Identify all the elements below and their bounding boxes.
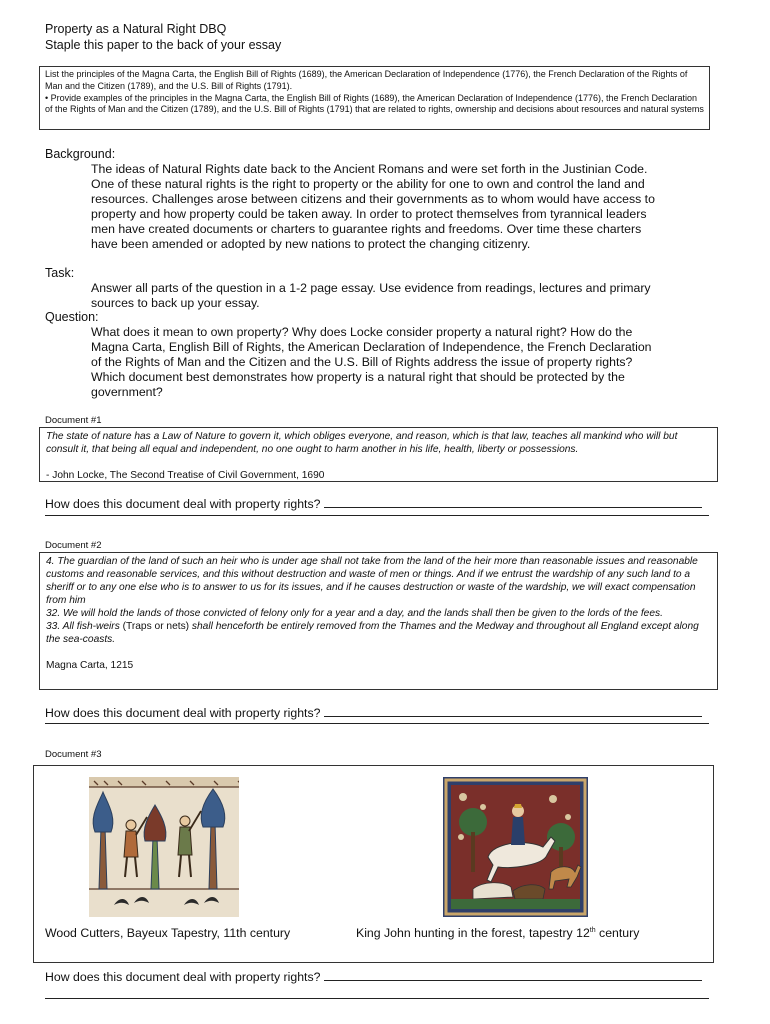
answer-blank-1a[interactable]	[324, 507, 702, 508]
document-3-box	[33, 765, 714, 963]
wood-cutters-caption: Wood Cutters, Bayeux Tapestry, 11th century	[45, 926, 291, 940]
caption-superscript: th	[589, 926, 596, 934]
clause-33-part-c: shall henceforth be entirely removed from the Thames and the Medway and throughout all England except along the sea-coasts.	[46, 621, 699, 645]
document-2-label: Document #2	[45, 540, 102, 551]
question-label: Question:	[45, 310, 99, 324]
page-title: Property as a Natural Right DBQ	[45, 22, 227, 36]
locke-quote: The state of nature has a Law of Nature to govern it, which obliges everyone, and reason, which is that law, teaches all mankind who will but consult it, that being all equal and independent, no one ought to harm another in his life, health, liberty or possessions.	[46, 431, 678, 455]
document-2-box	[39, 552, 718, 690]
document-3-question	[45, 970, 702, 984]
document-1-box	[39, 427, 718, 482]
instructions-line-1: List the principles of the Magna Carta, the English Bill of Rights (1689), the American Declaration of Independence (1776), the French Declaration of the Rights of Man and the Citizen (1789), and the U.S. Bill of Rights (1791).	[45, 69, 688, 91]
question-text: What does it mean to own property? Why does Locke consider property a natural right? How do the Magna Carta, English Bill of Rights, the American Declaration of Independence, the French Declaration of the Rights of Man and the Citizen and the U.S. Bill of Rights address the issue of property rights? Which document best demonstrates how property is a natural right that should be protected by the government?	[91, 325, 652, 399]
document-1-question	[45, 497, 702, 511]
instructions-line-2: • Provide examples of the principles in the Magna Carta, the English Bill of Rights (1689), the American Declaration of Independence (1776), the French Declaration of the Rights of Man and the Citizen (1789), and the U.S. Bill of Rights (1791) that are related to rights, ownership and decisions about resources and natural systems	[45, 92, 704, 115]
bayeux-tapestry-image	[89, 777, 239, 917]
task-label: Task:	[45, 266, 75, 280]
answer-line-3b[interactable]	[45, 998, 709, 999]
background-text: The ideas of Natural Rights date back to the Ancient Romans and were set forth in the Justinian Code. One of these natural rights is the right to property or the ability for one to own and control the land and resources. Challenges arose between citizens and their governments as to whom would have access to property and how property could be taken away. In order to protect themselves from tyrannical leaders men have created documents or charters to guarantee rights and freedoms. Over time these charters have been amended or adopted by new nations to protect the changing citizenry.	[91, 162, 655, 251]
king-john-caption-text: King John hunting in the forest, tapestry 12	[356, 926, 590, 940]
answer-blank-2a[interactable]	[324, 716, 702, 717]
instructions-box	[39, 66, 710, 130]
document-1-label: Document #1	[45, 415, 102, 426]
clause-33-part-a: 33. All fish-weirs	[46, 621, 120, 632]
task-text: Answer all parts of the question in a 1-2 page essay. Use evidence from readings, lectures and primary sources to back up your essay.	[91, 281, 651, 310]
magna-carta-clause-4: 4. The guardian of the land of such an heir who is under age shall not take from the land of the heir more than reasonable issues and reasonable customs and reasonable services, and this without destruction and waste of men or things. And if we entrust the wardship of any such land to a sheriff or to any one else who is to answer to us for its issues, and if he causes destruction or waste of the wardship, we will exact compensation from him	[46, 556, 698, 606]
king-john-tapestry-image	[443, 777, 588, 917]
magna-carta-clause-32: 32. We will hold the lands of those convicted of felony only for a year and a day, and the lands shall then be given to the lords of the fees.	[46, 608, 663, 619]
question-prompt: How does this document deal with property rights?	[45, 970, 321, 984]
answer-line-1b[interactable]	[45, 515, 709, 516]
page-instruction: Staple this paper to the back of your essay	[45, 38, 282, 52]
magna-carta-clause-33	[46, 620, 711, 646]
magna-carta-source: Magna Carta, 1215	[46, 660, 134, 671]
document-2-question	[45, 706, 702, 720]
locke-source: - John Locke, The Second Treatise of Civil Government, 1690	[46, 470, 325, 481]
answer-blank-3a[interactable]	[324, 980, 702, 981]
king-john-caption	[356, 926, 639, 940]
background-label: Background:	[45, 147, 116, 161]
document-3-label: Document #3	[45, 749, 102, 760]
clause-33-part-b: (Traps or nets)	[122, 621, 190, 632]
king-john-caption-end: century	[595, 926, 640, 940]
question-prompt: How does this document deal with property rights?	[45, 706, 321, 720]
answer-line-2b[interactable]	[45, 723, 709, 724]
question-prompt: How does this document deal with property rights?	[45, 497, 321, 511]
